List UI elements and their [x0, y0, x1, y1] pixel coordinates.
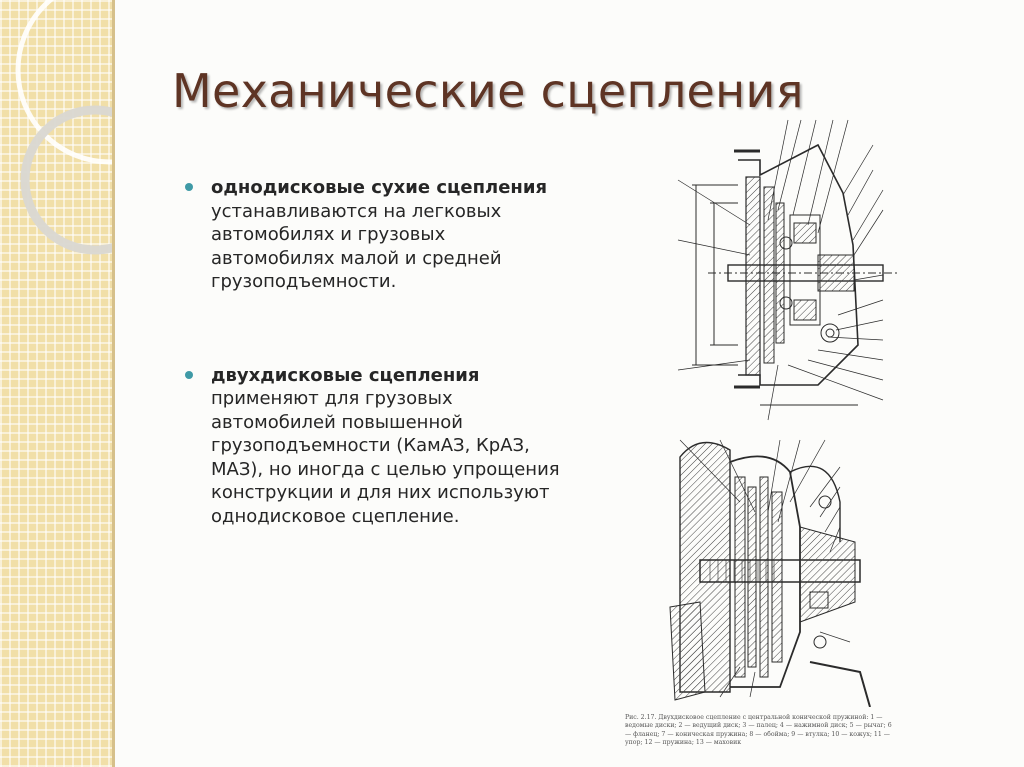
bullet-text: применяют для грузовых автомобилей повышенной грузоподъемности (КамАЗ, КрАЗ, МАЗ), но иногда с целью упрощения конструкции и для них используют однодисковое сцепление. — [211, 388, 560, 527]
bullet-dot-icon — [185, 183, 193, 191]
figure-caption: Рис. 2.17. Двухдисковое сцепление с центральной конической пружиной: 1 — ведомые диски; 2 — ведущий диск; 3 — палец; 4 — нажимной диск; 5 — рычаг; 6 — фланец; 7 — коническая пружина; 8 — обойма; 9 — втулка; 10 — кожух; 11 — упор; 12 — пружина; 13 — маховик — [625, 714, 892, 747]
bullet-dot-icon — [185, 371, 193, 379]
double-disc-clutch-drawing — [625, 432, 895, 762]
bullet-bold-term: двухдисковые сцепления — [211, 364, 480, 386]
bullet-text: устанавливаются на легковых автомобилях и грузовых автомобилях малой и средней грузоподъемности. — [211, 200, 502, 292]
bullet-list — [185, 176, 565, 528]
bullet-item-double-disc — [185, 364, 565, 529]
slide-title: Механические сцепления — [172, 64, 804, 118]
bullet-bold-term: однодисковые сухие сцепления — [211, 177, 548, 198]
decorative-circles — [0, 0, 112, 767]
single-disc-clutch-drawing — [668, 115, 903, 427]
bullet-item-single-disc — [185, 176, 565, 294]
decorative-side-band — [0, 0, 115, 767]
